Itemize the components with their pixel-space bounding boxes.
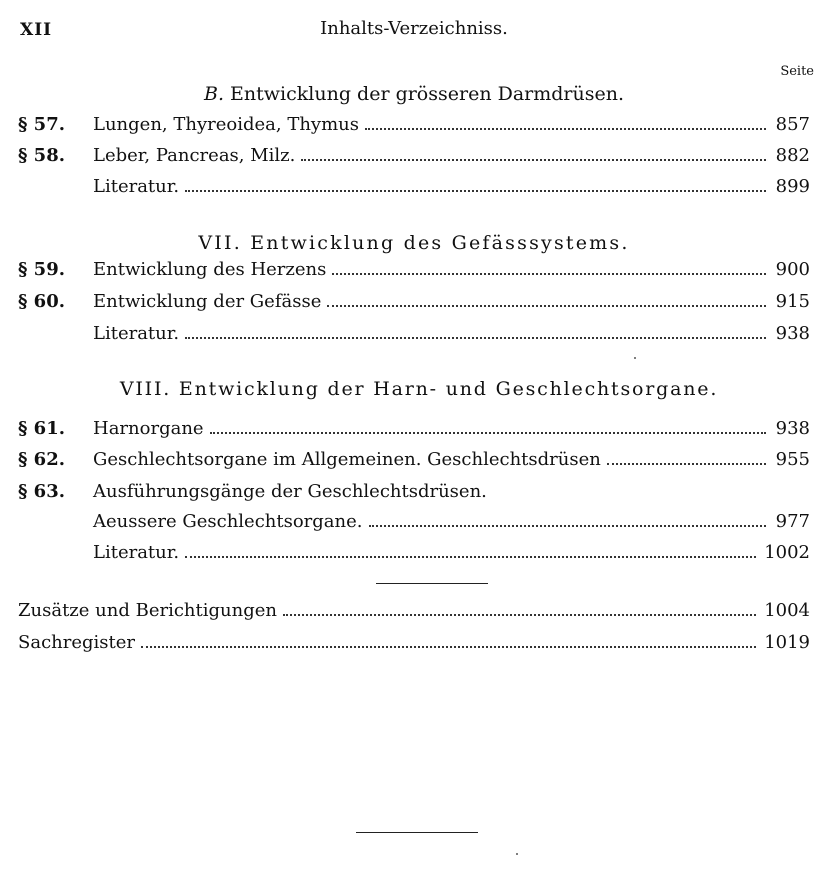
entry-title: Literatur. [93, 176, 180, 197]
dot-leader [210, 432, 766, 434]
toc-entry-literatur-vii[interactable] [18, 323, 810, 349]
dot-leader [185, 556, 756, 558]
entry-page: 900 [775, 259, 810, 280]
entry-title-continuation: Aeussere Geschlechtsorgane. [93, 511, 363, 532]
entry-title: Zusätze und Berichtigungen [18, 600, 277, 621]
entry-number: § 63. [18, 481, 65, 502]
dot-leader [365, 128, 766, 130]
entry-title: Ausführungsgänge der Geschlechtsdrüsen. [93, 481, 487, 502]
entry-number: § 58. [18, 145, 65, 166]
section-divider [376, 583, 488, 584]
section-b-letter: B. [203, 83, 224, 105]
entry-page: 955 [775, 449, 810, 470]
section-vii-heading: VII. Entwicklung des Gefässsystems. [198, 232, 630, 254]
toc-entry-61[interactable] [18, 418, 810, 444]
dot-leader [301, 159, 766, 161]
toc-entry-literatur-b[interactable] [18, 176, 810, 202]
entry-number: § 57. [18, 114, 65, 135]
toc-entry-literatur-viii[interactable] [18, 542, 810, 568]
entry-page: 899 [775, 176, 810, 197]
entry-number: § 59. [18, 259, 65, 280]
dot-leader [607, 463, 766, 465]
entry-title: Literatur. [93, 542, 180, 563]
dot-leader [141, 646, 756, 648]
dot-leader [283, 614, 756, 616]
toc-entry-63[interactable] [18, 481, 810, 507]
entry-page: 915 [775, 291, 810, 312]
toc-entry-58[interactable] [18, 145, 810, 171]
dot-leader [327, 305, 766, 307]
seite-label: Seite [780, 64, 814, 79]
entry-title: Geschlechtsorgane im Allgemeinen. Geschlechtsdrüsen [93, 449, 601, 470]
toc-entry-zusaetze[interactable] [18, 600, 810, 626]
entry-page: 938 [775, 323, 810, 344]
section-b-title: Entwicklung der grösseren Darmdrüsen. [230, 83, 625, 105]
print-speck [634, 357, 636, 359]
entry-page: 1002 [764, 542, 810, 563]
section-viii-heading: VIII. Entwicklung der Harn- und Geschlechtsorgane. [119, 378, 719, 400]
entry-title: Sachregister [18, 632, 135, 653]
entry-title: Harnorgane [93, 418, 204, 439]
entry-number: § 61. [18, 418, 65, 439]
entry-title: Lungen, Thyreoidea, Thymus [93, 114, 359, 135]
entry-page: 938 [775, 418, 810, 439]
section-b-heading [0, 83, 828, 105]
entry-page: 1004 [764, 600, 810, 621]
toc-entry-57[interactable] [18, 114, 810, 140]
dot-leader [185, 190, 766, 192]
toc-entry-sachregister[interactable] [18, 632, 810, 658]
entry-title: Entwicklung der Gefässe [93, 291, 322, 312]
print-speck [516, 853, 518, 855]
entry-page: 977 [775, 511, 810, 532]
running-title: Inhalts-Verzeichniss. [320, 18, 508, 39]
entry-page: 1019 [764, 632, 810, 653]
toc-entry-63-continuation[interactable] [18, 511, 810, 537]
page-number: XII [20, 20, 53, 40]
entry-title: Leber, Pancreas, Milz. [93, 145, 296, 166]
footer-rule [356, 832, 478, 833]
entry-number: § 60. [18, 291, 65, 312]
toc-entry-62[interactable] [18, 449, 810, 475]
entry-title: Entwicklung des Herzens [93, 259, 327, 280]
toc-entry-60[interactable] [18, 291, 810, 317]
dot-leader [185, 337, 766, 339]
entry-title: Literatur. [93, 323, 180, 344]
entry-page: 882 [775, 145, 810, 166]
toc-entry-59[interactable] [18, 259, 810, 285]
entry-page: 857 [775, 114, 810, 135]
entry-number: § 62. [18, 449, 65, 470]
dot-leader [332, 273, 766, 275]
dot-leader [369, 525, 766, 527]
